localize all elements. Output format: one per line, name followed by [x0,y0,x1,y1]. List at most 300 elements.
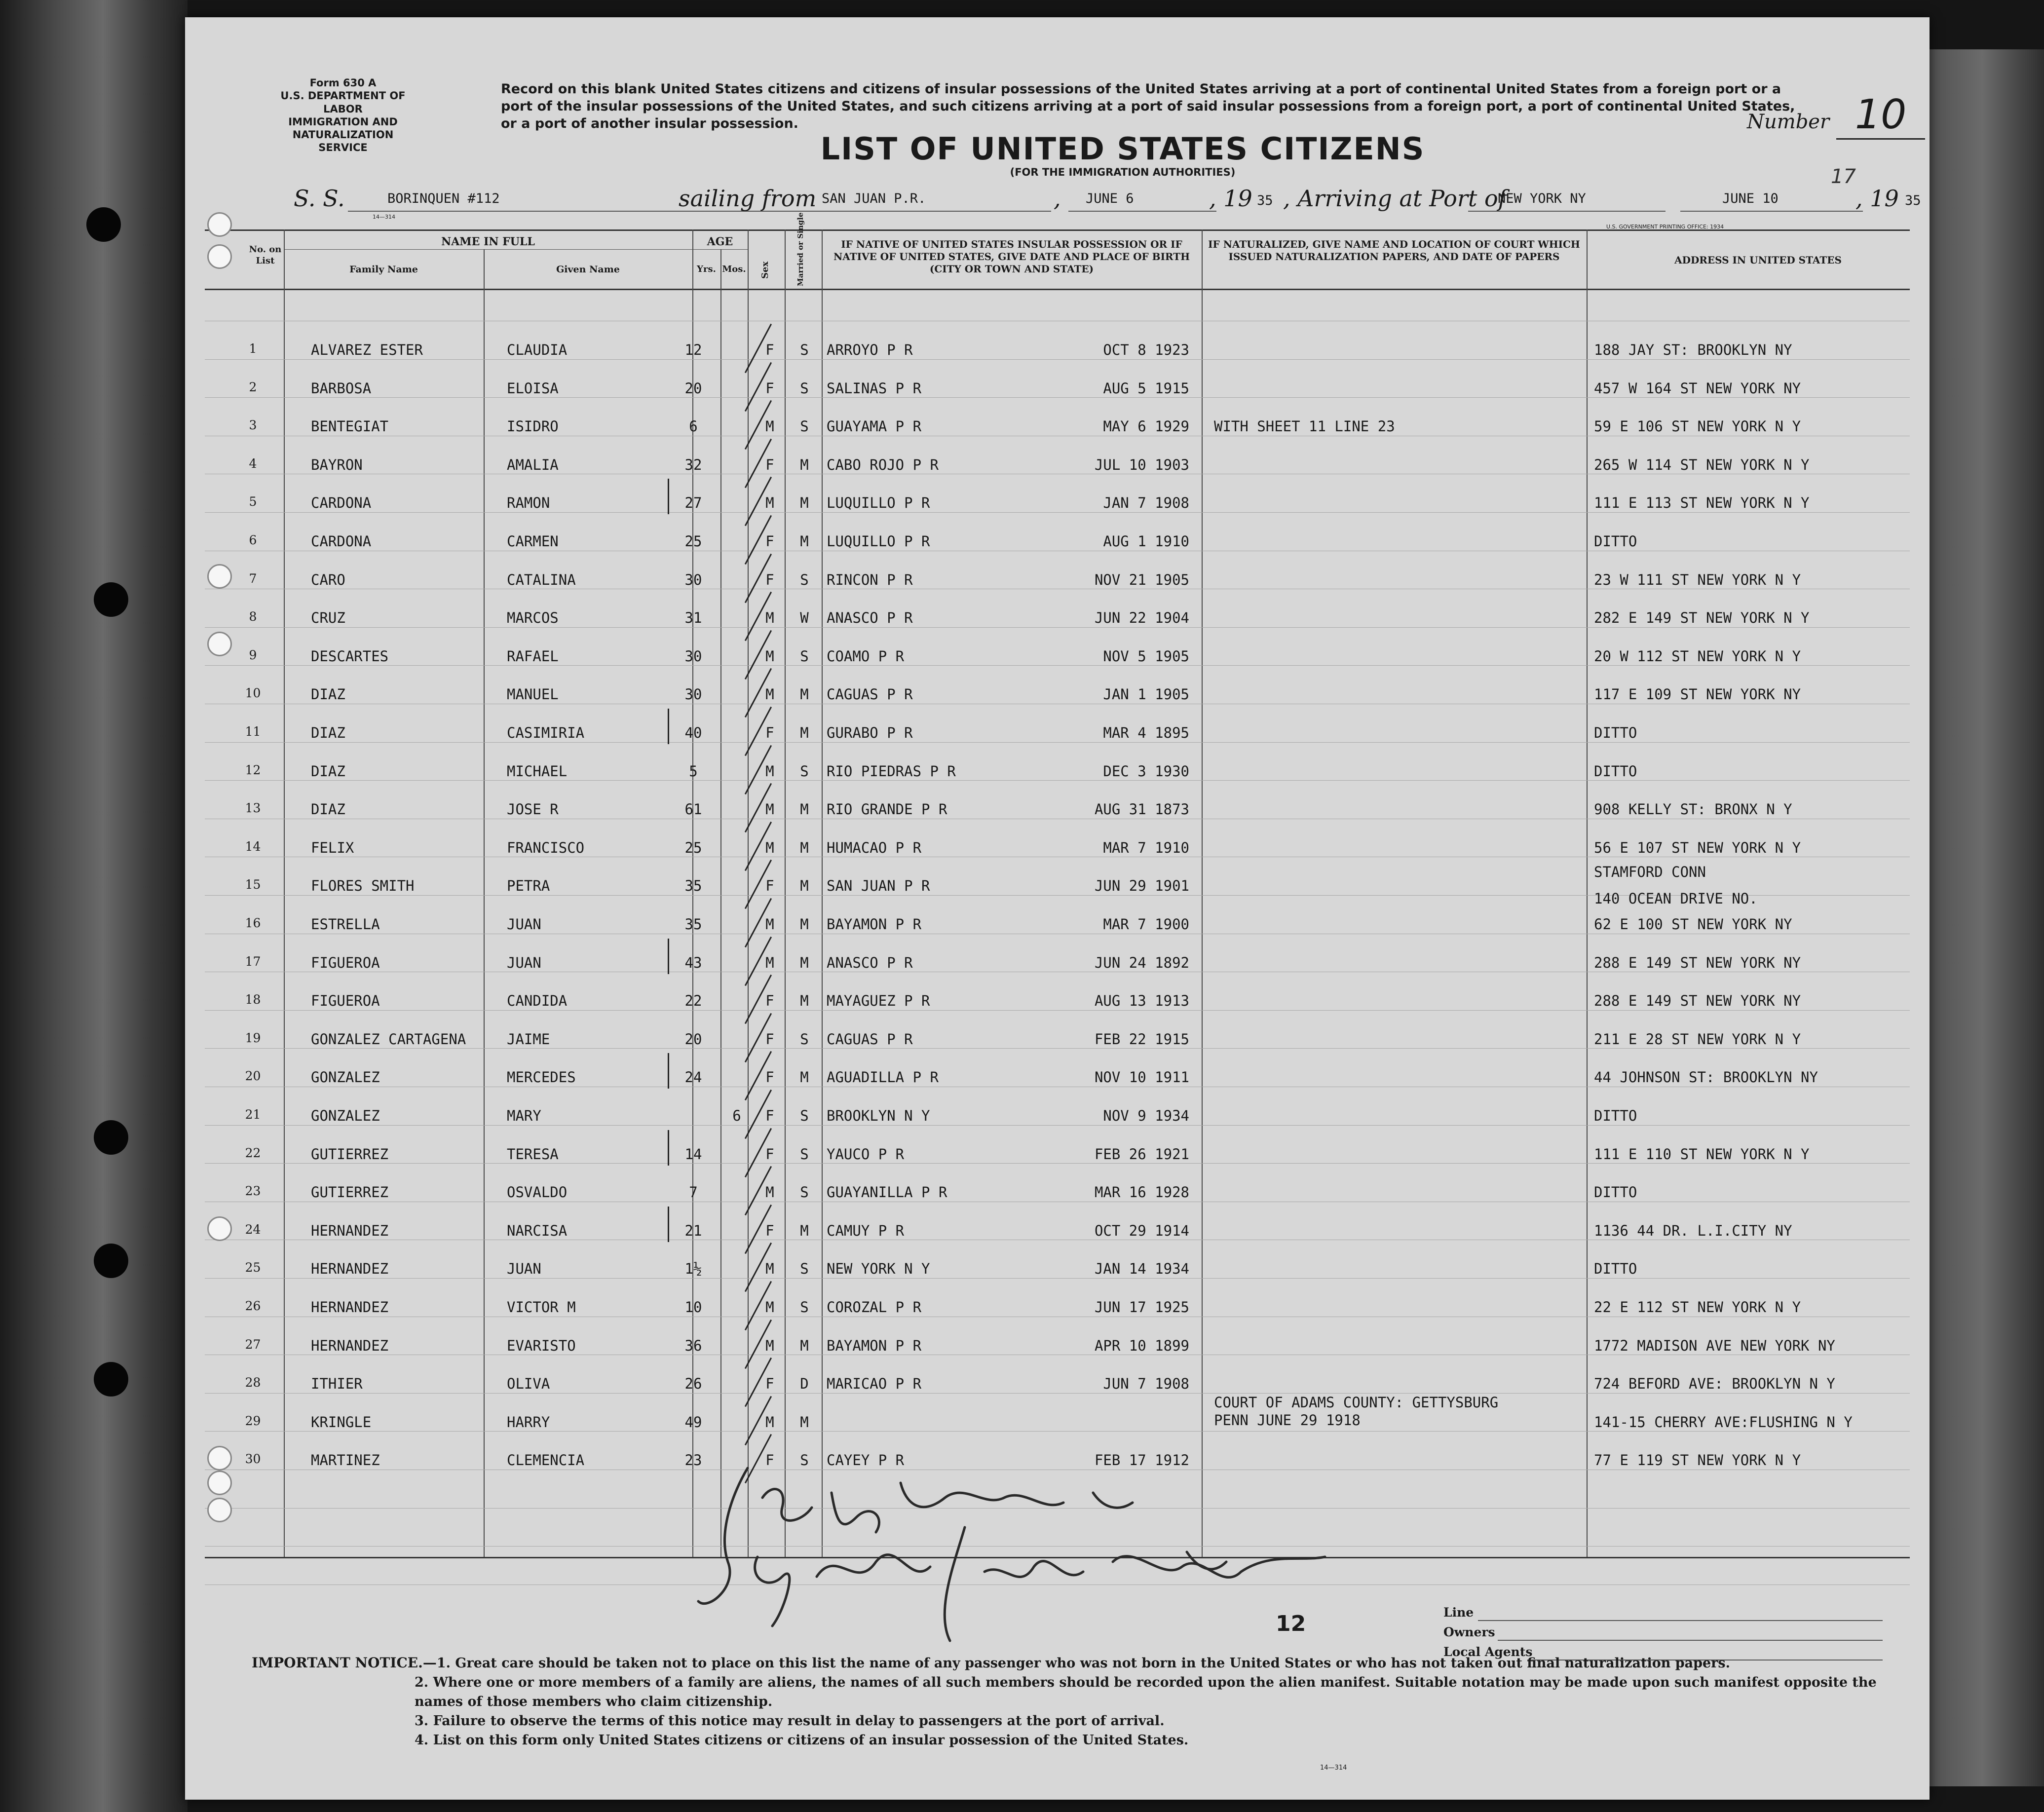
name-in-full-rule [284,249,692,250]
notice-text-1: 1. Great care should be taken not to place on this list the name of any passenger who was not born in the United States or who has not taken out final naturalization papers. [436,1656,1730,1671]
table-row [185,864,1930,907]
arrive-date: JUNE 10 [1722,191,1779,206]
row-number: 19 [245,1030,261,1045]
address: 20 W 112 ST NEW YORK N Y [1594,647,1801,665]
marital-status: M [800,1222,809,1239]
birth-place: SAN JUAN P R [827,877,930,895]
row-number: 12 [245,762,261,777]
binder-hole [94,1120,128,1155]
given-name: CARMEN [507,533,559,550]
given-name: TERESA [507,1145,559,1163]
family-name: HERNANDEZ [311,1260,389,1278]
birth-date: AUG 13 1913 [1094,992,1189,1010]
birth-place: COROZAL P R [827,1299,922,1316]
address: 288 E 149 ST NEW YORK NY [1594,992,1801,1010]
row-number: 21 [245,1107,261,1122]
age-years: 21 [684,1222,702,1239]
marital-status: M [800,1337,809,1354]
table-row [185,944,1930,982]
naturalization-info: WITH SHEET 11 LINE 23 [1214,418,1395,435]
marital-status: M [800,1069,809,1086]
marital-status: D [800,1375,809,1393]
sailing-label: sailing from [679,185,817,212]
marital-status: M [800,877,809,895]
sex: F [765,1030,774,1048]
address: 908 KELLY ST: BRONX N Y [1594,801,1792,818]
family-name: CARDONA [311,533,372,550]
table-row [185,1211,1930,1250]
address: 457 W 164 ST NEW YORK NY [1594,379,1801,397]
address: DITTO [1594,724,1637,741]
inspector-signature [688,1463,1330,1670]
age-years: 40 [684,724,702,741]
age-years: 25 [684,533,702,550]
birth-place: COAMO P R [827,647,905,665]
address: 44 JOHNSON ST: BROOKLYN NY [1594,1069,1818,1086]
form-identifier: Form 630 A U.S. DEPARTMENT OF LABOR IMMIGRATION AND NATURALIZATION SERVICE [280,77,406,154]
marital-status: S [800,418,809,435]
table-row [185,599,1930,637]
header-name-in-full: NAME IN FULL [441,235,535,248]
sex: M [765,418,774,435]
given-name: CATALINA [507,571,576,588]
table-row [185,1394,1930,1441]
address: 288 E 149 ST NEW YORK NY [1594,954,1801,971]
header-naturalized: IF NATURALIZED, GIVE NAME AND LOCATION OF COURT WHICH ISSUED NATURALIZATION PAPERS, AND DATE OF PAPERS [1208,238,1580,263]
address: 117 E 109 ST NEW YORK NY [1594,686,1801,703]
marital-status: M [800,724,809,741]
punch-mark [207,212,232,237]
age-years: 35 [684,916,702,933]
punch-mark [207,632,232,656]
table-row [185,905,1930,944]
sex: F [765,992,774,1010]
birth-place: CAGUAS P R [827,686,913,703]
pencil-mark [668,479,669,514]
row-number: 11 [245,724,261,739]
family-name: GONZALEZ CARTAGENA [311,1030,466,1048]
marital-status: M [800,992,809,1010]
given-name: CANDIDA [507,992,568,1010]
table-row [185,982,1930,1020]
header-sex: Sex [760,261,770,279]
birth-place: BROOKLYN N Y [827,1107,930,1124]
given-name: FRANCISCO [507,839,585,856]
address: 141-15 CHERRY AVE:FLUSHING N Y [1594,1413,1853,1431]
row-number: 8 [249,609,257,624]
row-number: 1 [249,341,257,356]
given-name: MARY [507,1107,541,1124]
family-name: FLORES SMITH [311,877,415,895]
pencil-mark [668,1053,669,1089]
marital-status: M [800,1413,809,1431]
header-yrs: Yrs. [697,264,716,274]
age-years: 10 [684,1299,702,1316]
depart-date-underline [1068,211,1216,212]
address: 724 BEFORD AVE: BROOKLYN N Y [1594,1375,1835,1393]
table-row [185,446,1930,484]
birth-date: DEC 3 1930 [1103,762,1189,780]
row-number: 29 [245,1413,261,1428]
marital-status: S [800,1299,809,1316]
footer-code: 14—314 [1320,1764,1347,1772]
sex: M [765,494,774,512]
port-to-underline [1468,211,1665,212]
age-years: 14 [684,1145,702,1163]
birth-date: MAR 7 1910 [1103,839,1189,856]
family-name: CRUZ [311,609,345,627]
age-years: 30 [684,686,702,703]
birth-date: OCT 29 1914 [1094,1222,1189,1239]
punch-mark [207,1216,232,1241]
form-code-small: 14—314 [373,214,395,220]
family-name: HERNANDEZ [311,1299,389,1316]
marital-status: M [800,801,809,818]
binder-hole [94,1244,128,1278]
sex: F [765,1452,774,1469]
given-name: NARCISA [507,1222,568,1239]
manifest-sheet [185,17,1930,1800]
given-name: MARCOS [507,609,559,627]
sex: F [765,1145,774,1163]
table-row [185,714,1930,752]
address: 62 E 100 ST NEW YORK NY [1594,916,1792,933]
given-name: JUAN [507,954,541,971]
table-row [185,1326,1930,1365]
table-row [185,1058,1930,1096]
marital-status: S [800,1260,809,1278]
sex: F [765,456,774,473]
age-years: 25 [684,839,702,856]
table-top-rule [205,229,1910,231]
birth-date: MAY 6 1929 [1103,418,1189,435]
age-years: 24 [684,1069,702,1086]
birth-date: MAR 4 1895 [1103,724,1189,741]
table-row [185,561,1930,599]
binder-hole [86,207,121,242]
family-name: BENTEGIAT [311,418,389,435]
row-number: 23 [245,1184,261,1199]
sex: F [765,1107,774,1124]
age-years: 7 [689,1184,698,1201]
birth-place: GUAYAMA P R [827,418,922,435]
age-years: 32 [684,456,702,473]
address: 265 W 114 ST NEW YORK N Y [1594,456,1810,473]
punch-mark [207,1471,232,1495]
address: DITTO [1594,762,1637,780]
table-row [185,637,1930,676]
table-row [185,675,1930,714]
table-row [185,369,1930,408]
row-number: 27 [245,1337,261,1352]
address: DITTO [1594,1184,1637,1201]
age-years: 12 [684,341,702,358]
age-years: 61 [684,801,702,818]
age-years: 6 [689,418,698,435]
birth-place: BAYAMON P R [827,916,922,933]
number-value: 10 [1836,91,1925,140]
page-subtitle: (FOR THE IMMIGRATION AUTHORITIES) [1010,166,1236,178]
given-name: RAFAEL [507,647,559,665]
given-name: VICTOR M [507,1299,576,1316]
birth-date: FEB 26 1921 [1094,1145,1189,1163]
row-number: 26 [245,1299,261,1313]
given-name: CASIMIRIA [507,724,585,741]
local-agents-label: Local Agents [1443,1645,1533,1659]
table-row [185,1020,1930,1058]
marital-status: S [800,1107,809,1124]
binder-hole [94,1362,128,1397]
family-name: BARBOSA [311,379,372,397]
family-name: BAYRON [311,456,363,473]
birth-date: NOV 21 1905 [1094,571,1189,588]
birth-place: ANASCO P R [827,609,913,627]
family-name: MARTINEZ [311,1452,380,1469]
marital-status: M [800,494,809,512]
age-years: 31 [684,609,702,627]
marital-status: S [800,341,809,358]
sex: M [765,762,774,780]
birth-date: NOV 10 1911 [1094,1069,1189,1086]
header-married: Married or Single [796,212,805,286]
stamp-number: 12 [1276,1611,1306,1636]
birth-place: ANASCO P R [827,954,913,971]
owners-label: Owners [1443,1625,1495,1639]
naturalization-info: COURT OF ADAMS COUNTY: GETTYSBURG [1214,1394,1499,1411]
marital-status: S [800,1452,809,1469]
address: 1772 MADISON AVE NEW YORK NY [1594,1337,1835,1354]
row-number: 20 [245,1069,261,1084]
row-number: 18 [245,992,261,1007]
family-name: HERNANDEZ [311,1337,389,1354]
arrive-year-prefix: , 19 [1855,185,1899,212]
birth-date: JUN 24 1892 [1094,954,1189,971]
marital-status: M [800,456,809,473]
age-months: 6 [732,1107,741,1124]
birth-place: RINCON P R [827,571,913,588]
year-prefix-2: 19 [1870,185,1899,212]
given-name: ISIDRO [507,418,559,435]
given-name: JUAN [507,1260,541,1278]
pencil-mark [668,1130,669,1166]
row-number: 4 [249,456,257,471]
owners-underline [1498,1640,1883,1641]
birth-date: JAN 7 1908 [1103,494,1189,512]
depart-date: JUNE 6 [1086,191,1134,206]
punch-mark [207,1446,232,1471]
given-name: ELOISA [507,379,559,397]
birth-date: NOV 9 1934 [1103,1107,1189,1124]
marital-status: S [800,762,809,780]
given-name: MERCEDES [507,1069,576,1086]
table-row [185,331,1930,369]
birth-place: MARICAO P R [827,1375,922,1393]
sex: F [765,724,774,741]
pencil-mark [668,939,669,974]
birth-place: CAYEY P R [827,1452,905,1469]
row-number: 9 [249,647,257,662]
sex: F [765,571,774,588]
birth-place: CAGUAS P R [827,1030,913,1048]
row-number: 2 [249,379,257,394]
header-address: ADDRESS IN UNITED STATES [1674,254,1842,266]
age-years: 20 [684,1030,702,1048]
sex: M [765,686,774,703]
ship-name: BORINQUEN #112 [387,191,500,206]
birth-place: LUQUILLO P R [827,533,930,550]
row-number: 28 [245,1375,261,1390]
sex: M [765,801,774,818]
birth-place: CAMUY P R [827,1222,905,1239]
given-name: HARRY [507,1413,550,1431]
sex: M [765,1260,774,1278]
marital-status: M [800,533,809,550]
age-years: 30 [684,647,702,665]
birth-place: RIO GRANDE P R [827,801,947,818]
table-row [185,1249,1930,1288]
marital-status: M [800,839,809,856]
table-row [185,1364,1930,1403]
given-name: JOSE R [507,801,559,818]
address: DITTO [1594,533,1637,550]
port-to: NEW YORK NY [1498,191,1586,206]
birth-place: LUQUILLO P R [827,494,930,512]
address: 111 E 113 ST NEW YORK N Y [1594,494,1810,512]
line-underline [1478,1620,1883,1621]
table-row [185,1096,1930,1135]
age-years: 27 [684,494,702,512]
marital-status: M [800,686,809,703]
marital-status: S [800,647,809,665]
row-number: 16 [245,916,261,930]
header-bottom-rule [205,289,1910,290]
given-name: PETRA [507,877,550,895]
family-name: DIAZ [311,686,345,703]
age-years: 49 [684,1413,702,1431]
header-no: No. on List [249,244,282,266]
birth-date: MAR 16 1928 [1094,1184,1189,1201]
marital-status: M [800,916,809,933]
birth-date: FEB 17 1912 [1094,1452,1189,1469]
page-stack-edge [1921,49,2044,1786]
birth-place: ARROYO P R [827,341,913,358]
table-row [185,1173,1930,1211]
table-row [185,1135,1930,1173]
birth-date: JUL 10 1903 [1094,456,1189,473]
birth-place: GURABO P R [827,724,913,741]
birth-date: JUN 22 1904 [1094,609,1189,627]
family-name: CARDONA [311,494,372,512]
row-number: 13 [245,801,261,816]
comma: , [1054,185,1061,212]
sex: M [765,954,774,971]
row-number: 7 [249,571,257,586]
family-name: CARO [311,571,345,588]
marital-status: S [800,379,809,397]
punch-mark [207,564,232,589]
sex: F [765,341,774,358]
birth-place: HUMACAO P R [827,839,922,856]
row-number: 24 [245,1222,261,1237]
depart-year-prefix: , 19 [1209,185,1252,212]
marital-status: W [800,609,809,627]
birth-date: JUN 17 1925 [1094,1299,1189,1316]
address: 22 E 112 ST NEW YORK N Y [1594,1299,1801,1316]
age-years: 23 [684,1452,702,1469]
sex: M [765,647,774,665]
row-number: 10 [245,686,261,701]
given-name: CLAUDIA [507,341,568,358]
birth-place: YAUCO P R [827,1145,905,1163]
given-name: CLEMENCIA [507,1452,585,1469]
marital-status: S [800,1030,809,1048]
printer-note: U.S. GOVERNMENT PRINTING OFFICE: 1934 [1606,224,1724,230]
pencil-mark [668,709,669,744]
age-rule [692,249,748,250]
family-name: GUTIERREZ [311,1145,389,1163]
address: 188 JAY ST: BROOKLYN NY [1594,341,1792,358]
row-number: 5 [249,494,257,509]
record-instructions: Record on this blank United States citizens and citizens of insular possessions of the United States arriving at a port of continental United States from a foreign port or a port of the insular possessions of the United States, and such citizens arriving at a port of said insular possessions from a foreign port, a port of continental United States, or a port of another insular possession. [501,81,1795,132]
family-name: GUTIERREZ [311,1184,389,1201]
sex: M [765,1413,774,1431]
binder-edge [0,0,188,1812]
sex: M [765,1337,774,1354]
birth-date: JUN 29 1901 [1094,877,1189,895]
birth-place: CABO ROJO P R [827,456,939,473]
family-name: GONZALEZ [311,1069,380,1086]
birth-place: GUAYANILLA P R [827,1184,947,1201]
given-name: MICHAEL [507,762,568,780]
sex: F [765,533,774,550]
row-number: 6 [249,533,257,547]
given-name: EVARISTO [507,1337,576,1354]
ss-label: S. S. [294,185,345,212]
year-prefix: 19 [1223,185,1252,212]
marital-status: S [800,1184,809,1201]
sex: F [765,379,774,397]
birth-place: RIO PIEDRAS P R [827,762,956,780]
birth-date: OCT 8 1923 [1103,341,1189,358]
given-name: OLIVA [507,1375,550,1393]
age-years: 30 [684,571,702,588]
table-row [185,1288,1930,1326]
notice-item-2: 2. Where one or more members of a family are aliens, the names of all such members should be recorded upon the alien manifest. Suitable notation may be made upon such manifest opposite the names of those members who claim citizenship. [415,1675,1877,1709]
address: 77 E 119 ST NEW YORK N Y [1594,1452,1801,1469]
family-name: FIGUEROA [311,954,380,971]
family-name: ALVAREZ ESTER [311,341,423,358]
given-name: JUAN [507,916,541,933]
sex: M [765,839,774,856]
birth-date: FEB 22 1915 [1094,1030,1189,1048]
number-label: Number [1747,111,1830,133]
sex: M [765,1184,774,1201]
notice-item-1 [252,1653,1880,1673]
birth-date: AUG 31 1873 [1094,801,1189,818]
marital-status: S [800,571,809,588]
sex: M [765,609,774,627]
punch-mark [207,244,232,269]
given-name: RAMON [507,494,550,512]
notice-heading: IMPORTANT NOTICE.— [252,1655,437,1671]
punch-mark [207,1498,232,1522]
address: STAMFORD CONN [1594,864,1706,881]
arriving-label: , Arriving at Port of [1283,185,1507,212]
address: 282 E 149 ST NEW YORK N Y [1594,609,1810,627]
birth-place: MAYAGUEZ P R [827,992,930,1010]
family-name: HERNANDEZ [311,1222,389,1239]
family-name: DIAZ [311,801,345,818]
